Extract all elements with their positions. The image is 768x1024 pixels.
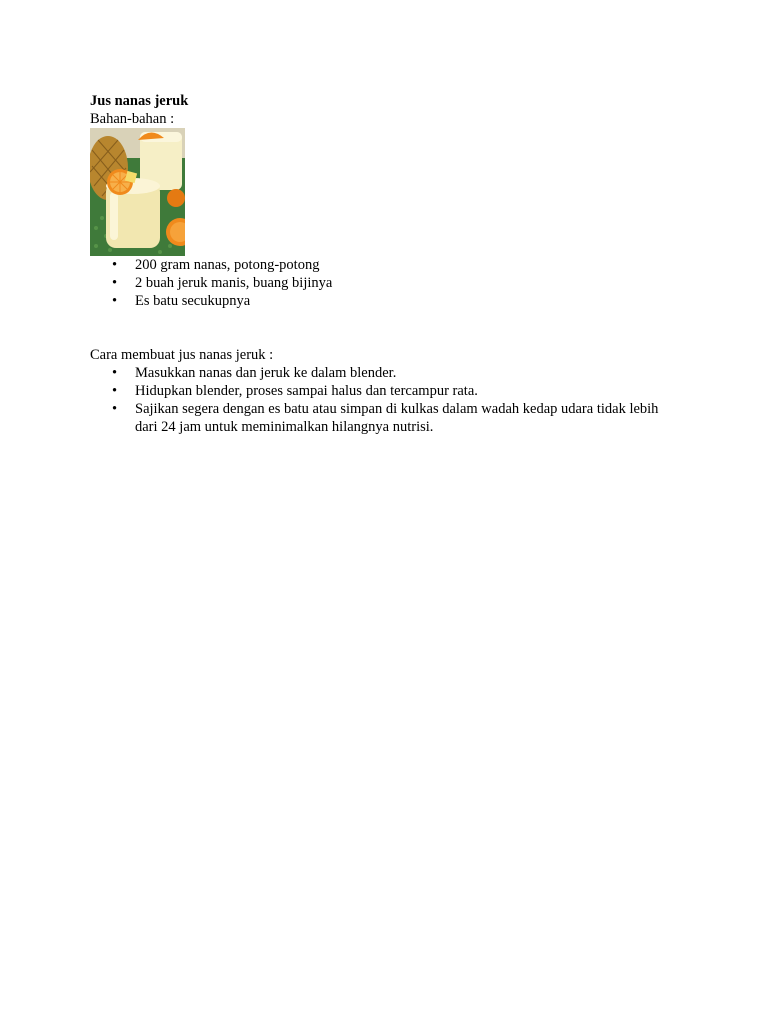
list-item (90, 256, 690, 274)
bullet: • (112, 275, 118, 291)
bullet: • (112, 257, 118, 273)
bullet: • (112, 383, 118, 399)
ingredient-text: 200 gram nanas, potong-potong (135, 257, 320, 273)
list-item (90, 364, 690, 382)
ingredients-heading: Bahan-bahan : (90, 111, 175, 127)
list-item (90, 382, 690, 400)
step-text: Hidupkan blender, proses sampai halus dan tercampur rata. (135, 383, 478, 399)
method-heading: Cara membuat jus nanas jeruk : (90, 347, 274, 363)
juice-photo (90, 128, 185, 256)
step-text: Sajikan segera dengan es batu atau simpan di kulkas dalam wadah kedap udara tidak lebih dari 24 jam untuk meminimalkan hilangnya nutrisi. (135, 401, 659, 435)
bullet: • (112, 365, 118, 381)
list-item (90, 400, 690, 436)
bullet: • (112, 401, 118, 417)
ingredient-text: Es batu secukupnya (135, 293, 251, 309)
ingredient-text: 2 buah jeruk manis, buang bijinya (135, 275, 333, 291)
ingredients-list (90, 256, 690, 310)
list-item (90, 274, 690, 292)
step-text: Masukkan nanas dan jeruk ke dalam blender. (135, 365, 397, 381)
list-item (90, 292, 690, 310)
recipe-title: Jus nanas jeruk (90, 93, 189, 109)
document-page (90, 92, 690, 436)
steps-list (90, 364, 690, 436)
bullet: • (112, 293, 118, 309)
